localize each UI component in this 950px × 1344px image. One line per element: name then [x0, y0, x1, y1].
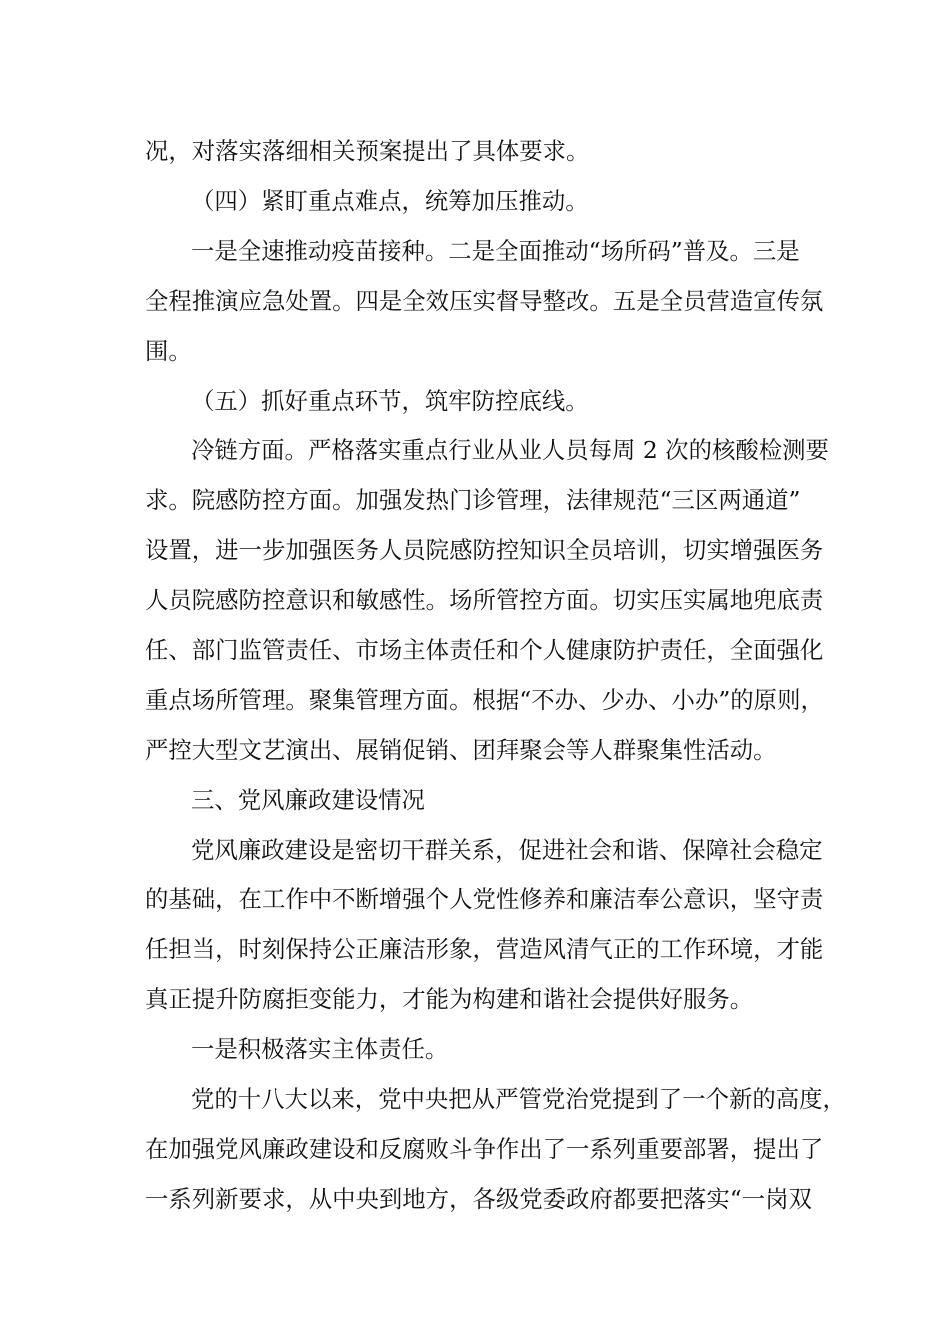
text-line: 党风廉政建设是密切干群关系，促进社会和谐、保障社会稳定	[191, 836, 823, 864]
section-heading: （五）抓好重点环节，筑牢防控底线。	[191, 387, 589, 415]
text-line: 重点场所管理。聚集管理方面。根据“不办、少办、小办”的原则，	[145, 686, 824, 714]
text-line: 一系列新要求，从中央到地方，各级党委政府都要把落实“一岗双	[145, 1185, 812, 1213]
text-line: 求。院感防控方面。加强发热门诊管理，法律规范“三区两通道”	[145, 486, 801, 514]
text-line: 冷链方面。严格落实重点行业从业人员每周 2 次的核酸检测要	[191, 436, 829, 464]
text-line: 在加强党风廉政建设和反腐败斗争作出了一系列重要部署，提出了	[145, 1135, 824, 1163]
text-line: 围。	[145, 337, 192, 365]
text-line: 严控大型文艺演出、展销促销、团拜聚会等人群聚集性活动。	[145, 736, 777, 764]
text-line: 党的十八大以来，党中央把从严管党治党提到了一个新的高度，	[191, 1085, 846, 1113]
text-line: 真正提升防腐拒变能力，才能为构建和谐社会提供好服务。	[145, 985, 754, 1013]
text-line: 人员院感防控意识和敏感性。场所管控方面。切实压实属地兜底责	[145, 586, 824, 614]
text-line: 况，对落实落细相关预案提出了具体要求。	[145, 137, 590, 165]
text-line: 全程推演应急处置。四是全效压实督导整改。五是全员营造宣传氛	[145, 287, 824, 315]
text-line: 的基础，在工作中不断增强个人党性修养和廉洁奉公意识，坚守责	[145, 885, 824, 913]
section-heading: 三、党风廉政建设情况	[191, 786, 425, 814]
text-line: 设置，进一步加强医务人员院感防控知识全员培训，切实增强医务	[145, 536, 824, 564]
section-heading: （四）紧盯重点难点，统筹加压推动。	[191, 187, 589, 215]
subsection-heading: 一是积极落实主体责任。	[191, 1035, 449, 1063]
text-line: 任担当，时刻保持公正廉洁形象，营造风清气正的工作环境，才能	[145, 935, 824, 963]
text-line: 一是全速推动疫苗接种。二是全面推动“场所码”普及。三是	[191, 237, 800, 265]
text-line: 任、部门监管责任、市场主体责任和个人健康防护责任，全面强化	[145, 636, 824, 664]
